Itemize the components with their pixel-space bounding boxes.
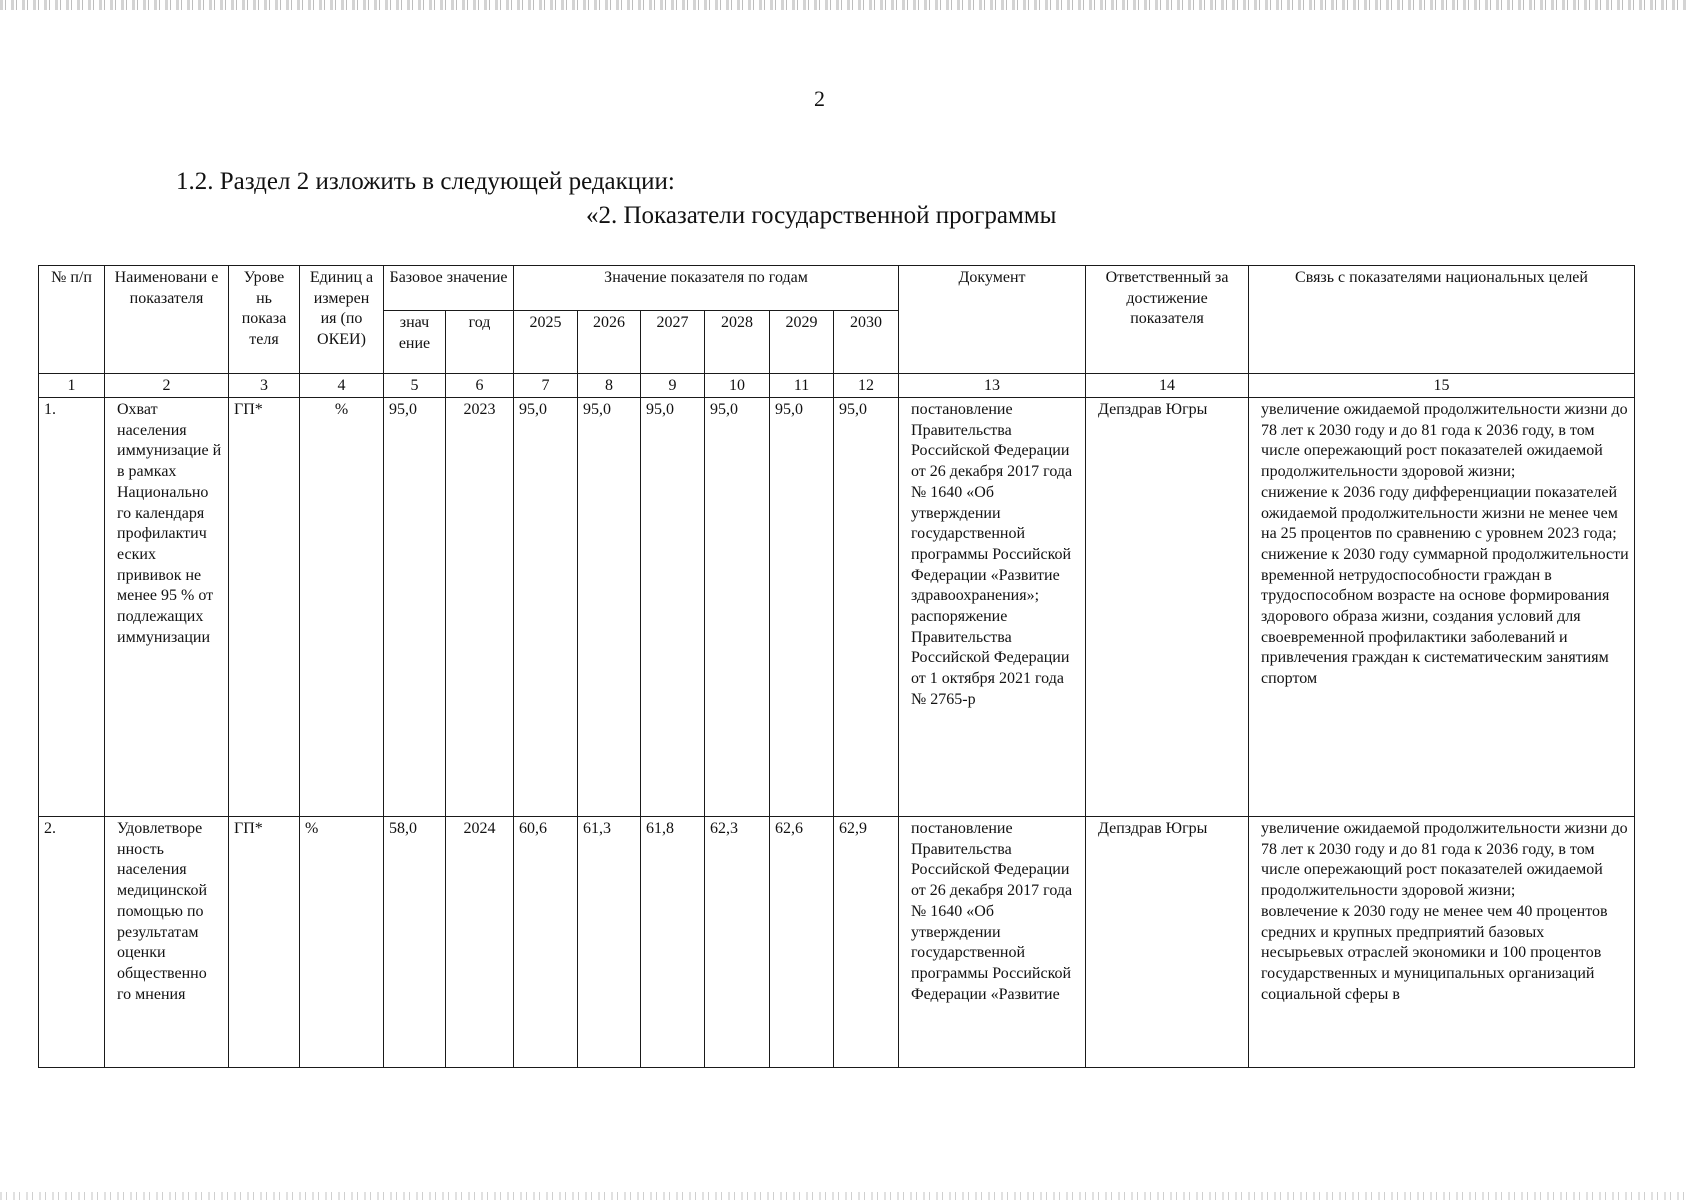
header-document: Документ xyxy=(899,266,1086,374)
column-number: 1 xyxy=(39,374,105,398)
row-indicator-name: Охват населения иммунизацие й в рамках Национально го календаря профилактич еских прививок не менее 95 % от подлежащих иммунизации xyxy=(105,398,229,817)
row-document-text: постановление Правительства Российской Федерации от 26 декабря 2017 года № 1640 «Об утверждении государственной программы Российской Федерации «Развитие xyxy=(911,820,1073,1003)
row-unit: % xyxy=(300,817,384,1068)
column-number: 3 xyxy=(229,374,300,398)
header-num: № п/п xyxy=(39,266,105,374)
row-value-2030: 62,9 xyxy=(834,817,899,1068)
header-link: Связь с показателями национальных целей xyxy=(1249,266,1635,374)
row-level: ГП* xyxy=(229,817,300,1068)
row-responsible: Депздрав Югры xyxy=(1086,398,1249,817)
row-document: постановление Правительства Российской Федерации от 26 декабря 2017 года № 1640 «Об утверждении государственной программы Российской Федерации «Развитие здравоохранения»; распоряжение Правительства Российской Федерации от 1 октября 2021 года № 2765-р xyxy=(899,398,1086,817)
column-number: 9 xyxy=(641,374,705,398)
row-responsible: Депздрав Югры xyxy=(1086,817,1249,1068)
row-value-2029: 62,6 xyxy=(770,817,834,1068)
row-national-goals-link: увеличение ожидаемой продолжительности жизни до 78 лет к 2030 году и до 81 года к 2036 году, в том числе опережающий рост показателей ожидаемой продолжительности здоровой жизни; снижение к 2036 году дифференциации показателей ожидаемой продолжительности жизни не менее чем на 25 процентов по сравнению с уровнем 2023 года; снижение к 2030 году суммарной продолжительности временной нетрудоспособности граждан в трудоспособном возрасте на основе формирования здорового образа жизни, создания условий для своевременной профилактики заболеваний и привлечения граждан к систематическим занятиям спортом xyxy=(1249,398,1635,817)
column-number: 5 xyxy=(384,374,446,398)
row-base-value: 58,0 xyxy=(384,817,446,1068)
header-values-by-year: Значение показателя по годам xyxy=(514,266,899,311)
header-base-year: год xyxy=(446,311,514,374)
section-title: «2. Показатели государственной программы xyxy=(586,202,1057,229)
row-num: 2. xyxy=(39,817,105,1068)
row-base-value: 95,0 xyxy=(384,398,446,817)
row-level: ГП* xyxy=(229,398,300,817)
column-number: 14 xyxy=(1086,374,1249,398)
column-number: 10 xyxy=(705,374,770,398)
header-year: 2028 xyxy=(705,311,770,374)
row-national-goals-link-text: увеличение ожидаемой продолжительности жизни до 78 лет к 2030 году и до 81 года к 2036 году, в том числе опережающий рост показателей ожидаемой продолжительности здоровой жизни; вовлечение к 2030 году не менее чем 40 процентов средних и крупных предприятий базовых несырьевых отраслей экономики и 100 процентов государственных и муниципальных организаций социальной сферы в xyxy=(1261,820,1628,1003)
column-number: 13 xyxy=(899,374,1086,398)
table-row xyxy=(39,398,1635,817)
column-number: 11 xyxy=(770,374,834,398)
row-value-2025: 95,0 xyxy=(514,398,578,817)
column-number: 4 xyxy=(300,374,384,398)
column-number: 7 xyxy=(514,374,578,398)
header-year: 2030 xyxy=(834,311,899,374)
row-value-2029: 95,0 xyxy=(770,398,834,817)
header-year: 2025 xyxy=(514,311,578,374)
header-year: 2026 xyxy=(578,311,641,374)
row-value-2030: 95,0 xyxy=(834,398,899,817)
header-responsible: Ответственный за достижение показателя xyxy=(1086,266,1249,374)
column-number: 6 xyxy=(446,374,514,398)
header-base: Базовое значение xyxy=(384,266,514,311)
header-level: Урове нь показа теля xyxy=(229,266,300,374)
row-value-2027: 61,8 xyxy=(641,817,705,1068)
column-number-row xyxy=(39,374,1635,398)
header-year: 2027 xyxy=(641,311,705,374)
row-unit: % xyxy=(300,398,384,817)
row-national-goals-link xyxy=(1249,817,1635,1068)
column-number: 15 xyxy=(1249,374,1635,398)
row-value-2026: 61,3 xyxy=(578,817,641,1068)
page-number: 2 xyxy=(814,86,825,111)
column-number: 2 xyxy=(105,374,229,398)
row-base-year: 2023 xyxy=(446,398,514,817)
row-value-2025: 60,6 xyxy=(514,817,578,1068)
row-value-2026: 95,0 xyxy=(578,398,641,817)
header-base-value: знач ение xyxy=(384,311,446,374)
indicators-table xyxy=(38,265,1635,1068)
row-base-year: 2024 xyxy=(446,817,514,1068)
header-name: Наименовани е показателя xyxy=(105,266,229,374)
amendment-intro: 1.2. Раздел 2 изложить в следующей редакции: xyxy=(176,168,675,195)
row-indicator-name: Удовлетворе нность населения медицинской помощью по результатам оценки общественно го мнения xyxy=(105,817,229,1068)
scan-edge-top xyxy=(0,0,1686,10)
row-value-2028: 62,3 xyxy=(705,817,770,1068)
column-number: 8 xyxy=(578,374,641,398)
row-document xyxy=(899,817,1086,1068)
column-number: 12 xyxy=(834,374,899,398)
row-value-2027: 95,0 xyxy=(641,398,705,817)
header-unit: Единиц а измерен ия (по ОКЕИ) xyxy=(300,266,384,374)
row-num: 1. xyxy=(39,398,105,817)
row-value-2028: 95,0 xyxy=(705,398,770,817)
header-year: 2029 xyxy=(770,311,834,374)
table-row xyxy=(39,817,1635,1068)
scan-edge-bottom xyxy=(0,1192,1686,1200)
